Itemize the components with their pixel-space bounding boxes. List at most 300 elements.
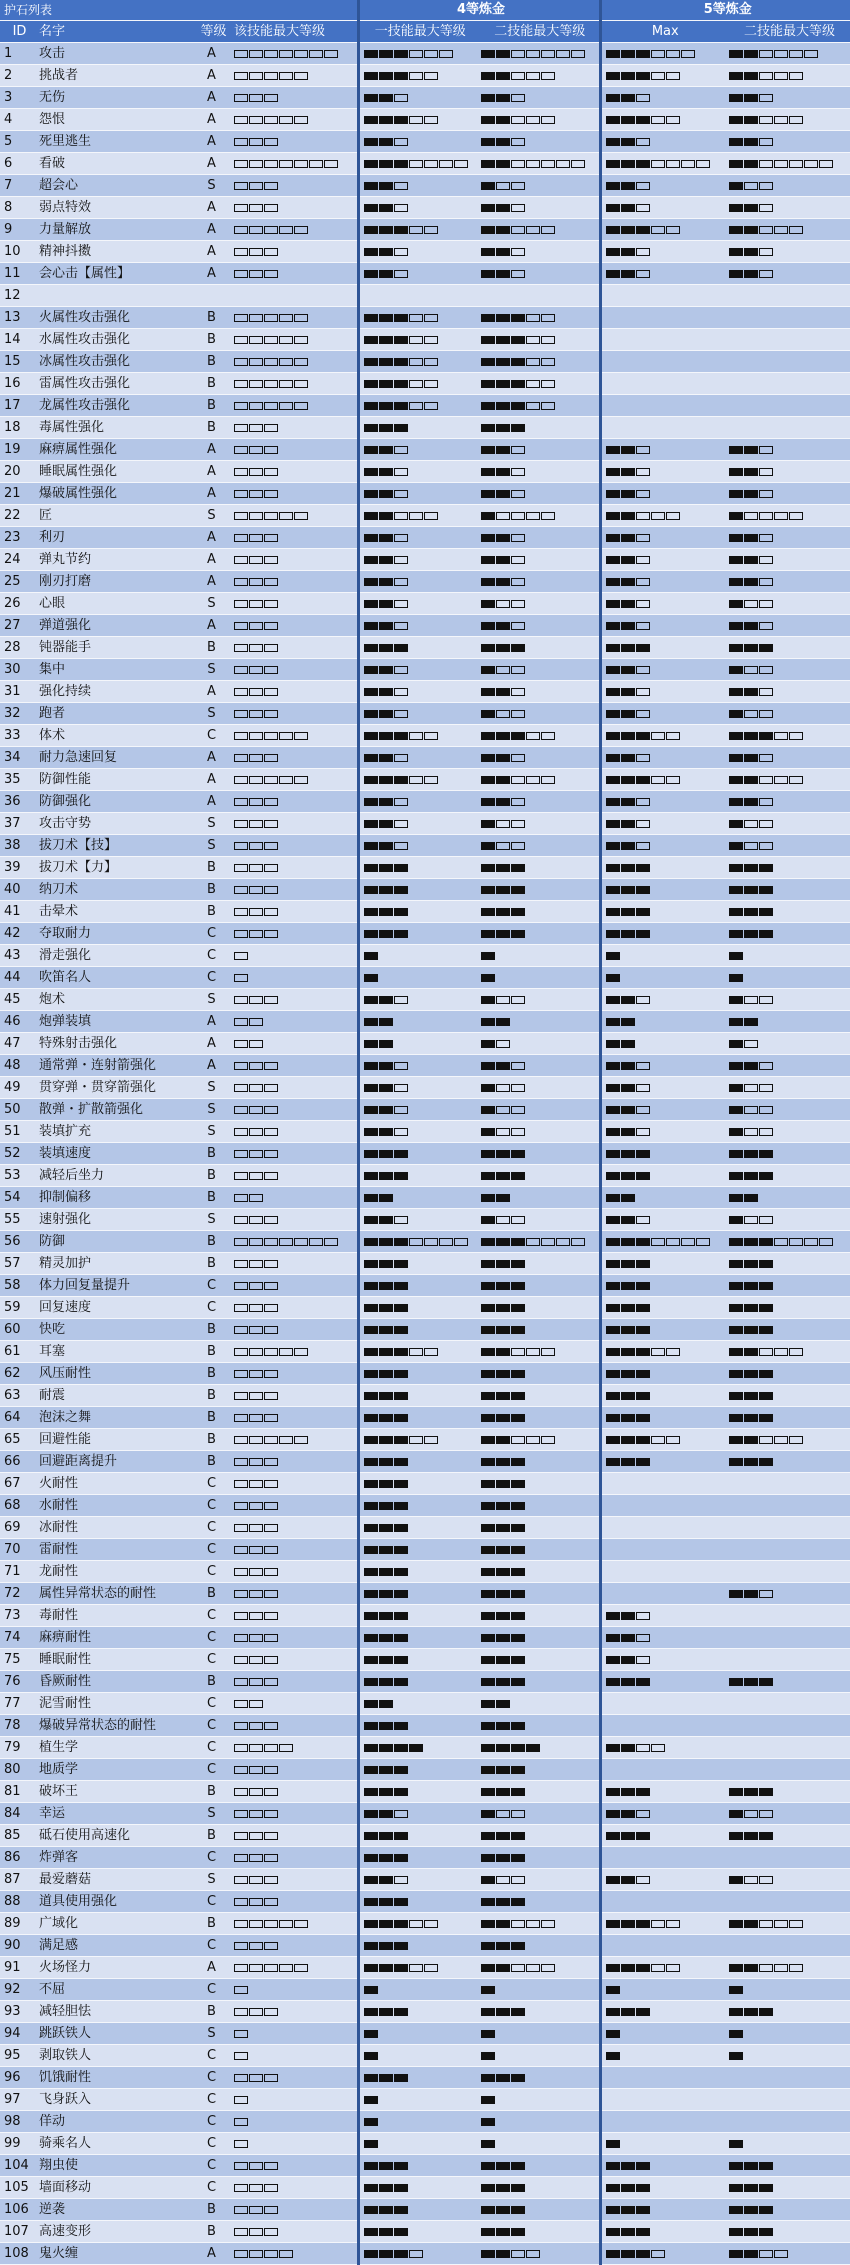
- empty-box-icon: [496, 996, 510, 1004]
- empty-box-icon: [264, 622, 278, 630]
- filled-box-icon: [511, 930, 525, 938]
- g5-max-boxes: [606, 1040, 635, 1048]
- empty-box-icon: [234, 270, 248, 278]
- filled-box-icon: [364, 1084, 378, 1092]
- filled-box-icon: [379, 358, 393, 366]
- cell-g4-a: [358, 549, 477, 571]
- cell-g5-b: [725, 439, 850, 461]
- empty-box-icon: [234, 1392, 248, 1400]
- empty-box-icon: [294, 1964, 308, 1972]
- table-row: [0, 43, 850, 65]
- cell-max: [230, 769, 358, 791]
- g4-skill2-boxes: [481, 974, 495, 982]
- cell-g4-b: [477, 659, 600, 681]
- header-max: 该技能最大等级: [230, 21, 358, 43]
- filled-box-icon: [606, 2140, 620, 2148]
- cell-name: 弹道强化: [35, 615, 193, 637]
- cell-grade: C: [193, 945, 230, 967]
- filled-box-icon: [364, 1788, 378, 1796]
- max-level-boxes: [234, 1788, 278, 1796]
- cell-g4-b: [477, 1957, 600, 1979]
- empty-box-icon: [666, 1238, 680, 1246]
- empty-box-icon: [264, 1612, 278, 1620]
- header-name: 名字: [35, 21, 193, 43]
- cell-g5-a: [600, 725, 725, 747]
- empty-box-icon: [424, 226, 438, 234]
- filled-box-icon: [394, 1304, 408, 1312]
- filled-box-icon: [729, 600, 743, 608]
- filled-box-icon: [496, 138, 510, 146]
- filled-box-icon: [496, 1766, 510, 1774]
- cell-grade: B: [193, 637, 230, 659]
- empty-box-icon: [294, 116, 308, 124]
- empty-box-icon: [249, 1524, 263, 1532]
- filled-box-icon: [606, 138, 620, 146]
- filled-box-icon: [379, 732, 393, 740]
- table-row: [0, 483, 850, 505]
- cell-name: 集中: [35, 659, 193, 681]
- cell-g5-b: [725, 461, 850, 483]
- g5-max-boxes: [606, 666, 650, 674]
- cell-id: 86: [0, 1847, 35, 1869]
- empty-box-icon: [279, 2250, 293, 2258]
- filled-box-icon: [729, 50, 743, 58]
- filled-box-icon: [364, 1568, 378, 1576]
- filled-box-icon: [364, 798, 378, 806]
- cell-grade: S: [193, 1869, 230, 1891]
- empty-box-icon: [409, 72, 423, 80]
- empty-box-icon: [666, 1348, 680, 1356]
- filled-box-icon: [744, 776, 758, 784]
- filled-box-icon: [729, 182, 743, 190]
- filled-box-icon: [481, 380, 495, 388]
- cell-id: 8: [0, 197, 35, 219]
- cell-g5-b: [725, 1891, 850, 1913]
- g4-skill2-boxes: [481, 842, 525, 850]
- filled-box-icon: [379, 1568, 393, 1576]
- cell-max: [230, 1473, 358, 1495]
- empty-box-icon: [234, 1744, 248, 1752]
- cell-g4-a: [358, 2023, 477, 2045]
- g4-skill2-boxes: [481, 1106, 525, 1114]
- filled-box-icon: [729, 908, 743, 916]
- empty-box-icon: [759, 1106, 773, 1114]
- filled-box-icon: [606, 952, 620, 960]
- filled-box-icon: [729, 666, 743, 674]
- empty-box-icon: [249, 688, 263, 696]
- g5-max-boxes: [606, 1106, 650, 1114]
- cell-name: 爆破属性强化: [35, 483, 193, 505]
- filled-box-icon: [379, 1678, 393, 1686]
- cell-grade: B: [193, 351, 230, 373]
- g5-max-boxes: [606, 1678, 650, 1686]
- g4-skill1-boxes: [364, 380, 438, 388]
- filled-box-icon: [379, 468, 393, 476]
- cell-id: 5: [0, 131, 35, 153]
- cell-name: 匠: [35, 505, 193, 527]
- empty-box-icon: [424, 1920, 438, 1928]
- cell-max: [230, 703, 358, 725]
- filled-box-icon: [729, 2162, 743, 2170]
- cell-name: 回避距离提升: [35, 1451, 193, 1473]
- filled-box-icon: [621, 1084, 635, 1092]
- table-row: [0, 1253, 850, 1275]
- empty-box-icon: [681, 160, 695, 168]
- filled-box-icon: [394, 1546, 408, 1554]
- filled-box-icon: [729, 226, 743, 234]
- cell-max: [230, 285, 358, 307]
- filled-box-icon: [729, 1018, 743, 1026]
- empty-box-icon: [279, 380, 293, 388]
- cell-g4-b: [477, 65, 600, 87]
- filled-box-icon: [606, 468, 620, 476]
- filled-box-icon: [729, 1062, 743, 1070]
- cell-g5-b: [725, 153, 850, 175]
- filled-box-icon: [364, 974, 378, 982]
- filled-box-icon: [364, 534, 378, 542]
- empty-box-icon: [759, 72, 773, 80]
- filled-box-icon: [621, 512, 635, 520]
- filled-box-icon: [729, 204, 743, 212]
- filled-box-icon: [481, 798, 495, 806]
- cell-g5-a: [600, 373, 725, 395]
- filled-box-icon: [744, 930, 758, 938]
- cell-id: 77: [0, 1693, 35, 1715]
- empty-box-icon: [424, 380, 438, 388]
- cell-g5-b: [725, 1407, 850, 1429]
- empty-box-icon: [636, 468, 650, 476]
- cell-g5-a: [600, 1671, 725, 1693]
- filled-box-icon: [379, 1436, 393, 1444]
- filled-box-icon: [621, 1656, 635, 1664]
- max-level-boxes: [234, 996, 278, 1004]
- empty-box-icon: [234, 1524, 248, 1532]
- cell-name: 剥取铁人: [35, 2045, 193, 2067]
- cell-max: [230, 1759, 358, 1781]
- cell-max: [230, 659, 358, 681]
- filled-box-icon: [744, 578, 758, 586]
- empty-box-icon: [234, 1590, 248, 1598]
- empty-box-icon: [264, 1590, 278, 1598]
- empty-box-icon: [264, 1062, 278, 1070]
- cell-name: 炸弹客: [35, 1847, 193, 1869]
- max-level-boxes: [234, 2030, 248, 2038]
- filled-box-icon: [481, 226, 495, 234]
- cell-g5-b: [725, 2045, 850, 2067]
- empty-box-icon: [526, 50, 540, 58]
- g4-skill1-boxes: [364, 1040, 393, 1048]
- empty-box-icon: [264, 1282, 278, 1290]
- g4-skill1-boxes: [364, 270, 408, 278]
- empty-box-icon: [249, 424, 263, 432]
- cell-name: 睡眠耐性: [35, 1649, 193, 1671]
- empty-box-icon: [264, 1876, 278, 1884]
- cell-g5-a: [600, 1187, 725, 1209]
- filled-box-icon: [496, 1348, 510, 1356]
- g4-skill2-boxes: [481, 1546, 525, 1554]
- filled-box-icon: [511, 908, 525, 916]
- empty-box-icon: [264, 1678, 278, 1686]
- cell-g4-a: [358, 175, 477, 197]
- filled-box-icon: [496, 2162, 510, 2170]
- filled-box-icon: [364, 182, 378, 190]
- g4-skill1-boxes: [364, 1832, 408, 1840]
- filled-box-icon: [744, 688, 758, 696]
- g5-max-boxes: [606, 908, 650, 916]
- cell-g4-b: [477, 1231, 600, 1253]
- filled-box-icon: [729, 248, 743, 256]
- empty-box-icon: [249, 820, 263, 828]
- cell-name: 耳塞: [35, 1341, 193, 1363]
- filled-box-icon: [379, 226, 393, 234]
- filled-box-icon: [394, 2228, 408, 2236]
- cell-grade: B: [193, 1165, 230, 1187]
- cell-id: 32: [0, 703, 35, 725]
- empty-box-icon: [774, 1238, 788, 1246]
- cell-grade: B: [193, 1451, 230, 1473]
- cell-g5-a: [600, 241, 725, 263]
- empty-box-icon: [249, 1898, 263, 1906]
- max-level-boxes: [234, 2096, 248, 2104]
- cell-g5-b: [725, 615, 850, 637]
- cell-name: 破坏王: [35, 1781, 193, 1803]
- filled-box-icon: [379, 182, 393, 190]
- empty-box-icon: [759, 996, 773, 1004]
- empty-box-icon: [541, 50, 555, 58]
- cell-grade: S: [193, 659, 230, 681]
- empty-box-icon: [264, 556, 278, 564]
- g5-max-boxes: [606, 1436, 680, 1444]
- cell-g5-a: [600, 43, 725, 65]
- filled-box-icon: [606, 2206, 620, 2214]
- cell-g4-a: [358, 1451, 477, 1473]
- filled-box-icon: [511, 1392, 525, 1400]
- filled-box-icon: [621, 1458, 635, 1466]
- cell-g5-a: [600, 439, 725, 461]
- g5-max-boxes: [606, 1172, 650, 1180]
- cell-id: 51: [0, 1121, 35, 1143]
- empty-box-icon: [759, 688, 773, 696]
- cell-grade: A: [193, 241, 230, 263]
- filled-box-icon: [481, 2162, 495, 2170]
- empty-box-icon: [526, 732, 540, 740]
- cell-max: [230, 1121, 358, 1143]
- filled-box-icon: [496, 204, 510, 212]
- filled-box-icon: [481, 930, 495, 938]
- cell-grade: C: [193, 1561, 230, 1583]
- cell-grade: B: [193, 1407, 230, 1429]
- cell-g4-a: [358, 835, 477, 857]
- filled-box-icon: [394, 1348, 408, 1356]
- empty-box-icon: [234, 2228, 248, 2236]
- empty-box-icon: [636, 622, 650, 630]
- empty-box-icon: [511, 798, 525, 806]
- filled-box-icon: [729, 512, 743, 520]
- cell-grade: [193, 285, 230, 307]
- cell-id: 96: [0, 2067, 35, 2089]
- g5-max-boxes: [606, 1656, 650, 1664]
- empty-box-icon: [294, 50, 308, 58]
- filled-box-icon: [511, 1150, 525, 1158]
- g4-skill1-boxes: [364, 1876, 408, 1884]
- empty-box-icon: [759, 1436, 773, 1444]
- filled-box-icon: [621, 248, 635, 256]
- empty-box-icon: [511, 820, 525, 828]
- filled-box-icon: [621, 1172, 635, 1180]
- empty-box-icon: [744, 600, 758, 608]
- empty-box-icon: [759, 446, 773, 454]
- cell-g5-a: [600, 2221, 725, 2243]
- cell-max: [230, 857, 358, 879]
- table-row: [0, 549, 850, 571]
- filled-box-icon: [744, 160, 758, 168]
- filled-box-icon: [481, 1194, 495, 1202]
- filled-box-icon: [496, 798, 510, 806]
- filled-box-icon: [759, 2228, 773, 2236]
- filled-box-icon: [636, 2184, 650, 2192]
- filled-box-icon: [511, 1238, 525, 1246]
- cell-g5-b: [725, 1385, 850, 1407]
- cell-id: 70: [0, 1539, 35, 1561]
- cell-grade: A: [193, 65, 230, 87]
- filled-box-icon: [606, 1150, 620, 1158]
- filled-box-icon: [481, 1172, 495, 1180]
- empty-box-icon: [279, 72, 293, 80]
- cell-id: 39: [0, 857, 35, 879]
- cell-name: 鬼火缠: [35, 2243, 193, 2265]
- filled-box-icon: [621, 116, 635, 124]
- cell-name: 属性异常状态的耐性: [35, 1583, 193, 1605]
- filled-box-icon: [606, 886, 620, 894]
- filled-box-icon: [496, 2228, 510, 2236]
- cell-g4-b: [477, 1803, 600, 1825]
- empty-box-icon: [541, 358, 555, 366]
- filled-box-icon: [394, 1436, 408, 1444]
- filled-box-icon: [621, 688, 635, 696]
- cell-g4-b: [477, 1935, 600, 1957]
- filled-box-icon: [621, 534, 635, 542]
- empty-box-icon: [234, 402, 248, 410]
- filled-box-icon: [394, 1964, 408, 1972]
- cell-grade: B: [193, 901, 230, 923]
- cell-max: [230, 1055, 358, 1077]
- max-level-boxes: [234, 182, 278, 190]
- cell-g5-b: [725, 923, 850, 945]
- filled-box-icon: [496, 2074, 510, 2082]
- cell-grade: C: [193, 725, 230, 747]
- cell-max: [230, 1517, 358, 1539]
- max-level-boxes: [234, 864, 278, 872]
- empty-box-icon: [409, 1238, 423, 1246]
- filled-box-icon: [729, 2184, 743, 2192]
- filled-box-icon: [379, 72, 393, 80]
- filled-box-icon: [364, 270, 378, 278]
- filled-box-icon: [481, 996, 495, 1004]
- g4-skill1-boxes: [364, 182, 408, 190]
- filled-box-icon: [394, 1326, 408, 1334]
- filled-box-icon: [621, 72, 635, 80]
- filled-box-icon: [496, 1920, 510, 1928]
- filled-box-icon: [364, 908, 378, 916]
- empty-box-icon: [636, 446, 650, 454]
- empty-box-icon: [759, 116, 773, 124]
- table-row: [0, 417, 850, 439]
- cell-g4-a: [358, 1341, 477, 1363]
- empty-box-icon: [774, 2250, 788, 2258]
- filled-box-icon: [379, 270, 393, 278]
- cell-max: [230, 2089, 358, 2111]
- header-group-4: 4等炼金: [358, 0, 600, 21]
- cell-grade: S: [193, 175, 230, 197]
- empty-box-icon: [394, 688, 408, 696]
- filled-box-icon: [364, 1194, 378, 1202]
- cell-g5-a: [600, 1231, 725, 1253]
- cell-name: 防御: [35, 1231, 193, 1253]
- cell-g5-b: [725, 1715, 850, 1737]
- empty-box-icon: [789, 1964, 803, 1972]
- g5-max-boxes: [606, 1260, 650, 1268]
- filled-box-icon: [729, 1986, 743, 1994]
- g4-skill2-boxes: [481, 270, 525, 278]
- cell-id: 75: [0, 1649, 35, 1671]
- filled-box-icon: [636, 1326, 650, 1334]
- filled-box-icon: [621, 1810, 635, 1818]
- filled-box-icon: [744, 1392, 758, 1400]
- empty-box-icon: [264, 1414, 278, 1422]
- filled-box-icon: [496, 2206, 510, 2214]
- cell-grade: B: [193, 2001, 230, 2023]
- empty-box-icon: [571, 50, 585, 58]
- cell-g4-b: [477, 1209, 600, 1231]
- g4-skill1-boxes: [364, 1920, 438, 1928]
- empty-box-icon: [234, 1414, 248, 1422]
- filled-box-icon: [496, 1612, 510, 1620]
- empty-box-icon: [511, 776, 525, 784]
- g4-skill2-boxes: [481, 1018, 510, 1026]
- cell-grade: A: [193, 131, 230, 153]
- cell-id: 22: [0, 505, 35, 527]
- filled-box-icon: [511, 1854, 525, 1862]
- empty-box-icon: [249, 776, 263, 784]
- cell-g5-b: [725, 593, 850, 615]
- cell-g4-b: [477, 2199, 600, 2221]
- empty-box-icon: [541, 1436, 555, 1444]
- filled-box-icon: [606, 1656, 620, 1664]
- filled-box-icon: [729, 996, 743, 1004]
- empty-box-icon: [394, 182, 408, 190]
- cell-g5-a: [600, 637, 725, 659]
- cell-g5-a: [600, 1209, 725, 1231]
- filled-box-icon: [744, 94, 758, 102]
- empty-box-icon: [774, 732, 788, 740]
- empty-box-icon: [394, 1216, 408, 1224]
- empty-box-icon: [249, 1040, 263, 1048]
- filled-box-icon: [364, 226, 378, 234]
- g5-max-boxes: [606, 644, 650, 652]
- filled-box-icon: [606, 556, 620, 564]
- cell-grade: B: [193, 857, 230, 879]
- cell-id: 14: [0, 329, 35, 351]
- filled-box-icon: [496, 160, 510, 168]
- empty-box-icon: [264, 1238, 278, 1246]
- cell-g4-b: [477, 2045, 600, 2067]
- empty-box-icon: [541, 336, 555, 344]
- empty-box-icon: [636, 512, 650, 520]
- empty-box-icon: [409, 336, 423, 344]
- g4-skill2-boxes: [481, 1722, 525, 1730]
- cell-g5-a: [600, 1253, 725, 1275]
- filled-box-icon: [394, 1524, 408, 1532]
